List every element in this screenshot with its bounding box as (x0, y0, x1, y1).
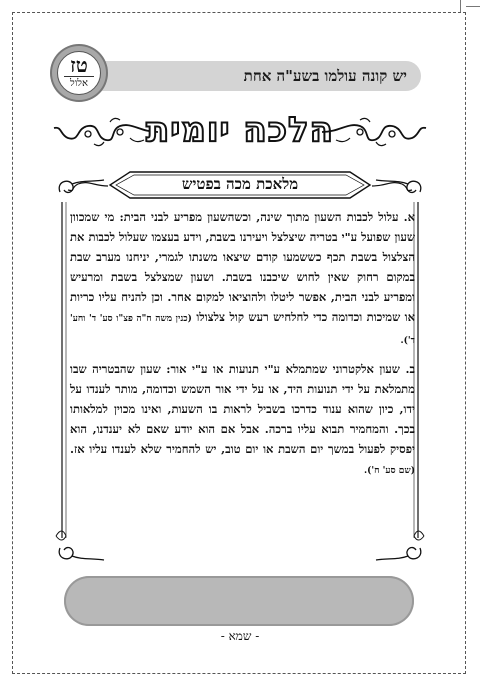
paragraph-1 (70, 207, 415, 351)
corner-tick (466, 6, 480, 7)
banner-swirl-right-icon (370, 178, 422, 194)
section-banner (108, 170, 372, 200)
paragraph-2 (70, 359, 415, 481)
paragraph-1-heading: א. עלול לכבות השעון מתוך שינה, וכשהשעון מפריע לבני הבית: (119, 210, 415, 224)
footer-box (64, 576, 414, 626)
corner-tick (460, 0, 461, 12)
paragraph-2-heading: ב. שעון אלקטרוני שמתמלא ע"י תנועות או ע"י אור: (166, 362, 415, 376)
banner-swirl-left-icon (58, 178, 110, 194)
title-block (40, 108, 440, 152)
date-seal-inner (57, 51, 101, 95)
halacha-body (70, 207, 415, 481)
date-seal-day: טז (70, 53, 88, 77)
date-seal (52, 46, 106, 100)
header-bar (62, 61, 421, 91)
page-number: - שמא - (220, 629, 260, 643)
paragraph-1-source: (כנין משה ח"ה פצ"ו סע' ד' וחע' ד'). (70, 314, 415, 346)
page-title: הלכה יומית (146, 110, 334, 150)
section-title: מלאכת מכה בפטיש (181, 175, 299, 193)
paragraph-1-body: מי שמכוון שעון שפועל ע"י בטריה שיצלצל ויעירנו בשבת, וידע בעצמו שעלול לכבות את הצלצול בשבת תכף כששמעו קודם שיצאו משנתו לגמרי, יניחנו מערב שבת במקום רחוק שאין לחוש שיכבנו בשבת. ושעון שמצלצל בשבת ומרעיש ומפריע לבני הבית, אפשר ליטלו ולהוציאו למקום אחר. וכן להניח עליו כריות או שמיכות וכדומה כדי לחלחיש רעש קול צלצולו (70, 210, 415, 324)
paragraph-2-source: (שם סע' ח'). (364, 466, 415, 476)
flourish-right-icon (320, 114, 430, 148)
header-text: יש קונה עולמו בשע"ה אחת (243, 66, 407, 85)
paragraph-2-body: שעון שהבטריה שבו מתמלאת על ידי תנועות היד, או על ידי אור השמש וכדומה, מותר לענדו על ידו, כיון שהוא ענוד כדרכו בשביל לראות בו השעות, ואינו מכוין למלאותו בכך. והמחמיר תבוא עליו ברכה. אבל אם הוא יודע שאם לא יענדנו, הוא יפסיק לפעול במשך יום השבת או יום טוב, יש להחמיר שלא לענדו עליו אז. (70, 362, 415, 456)
date-seal-month: אלול (64, 76, 94, 90)
